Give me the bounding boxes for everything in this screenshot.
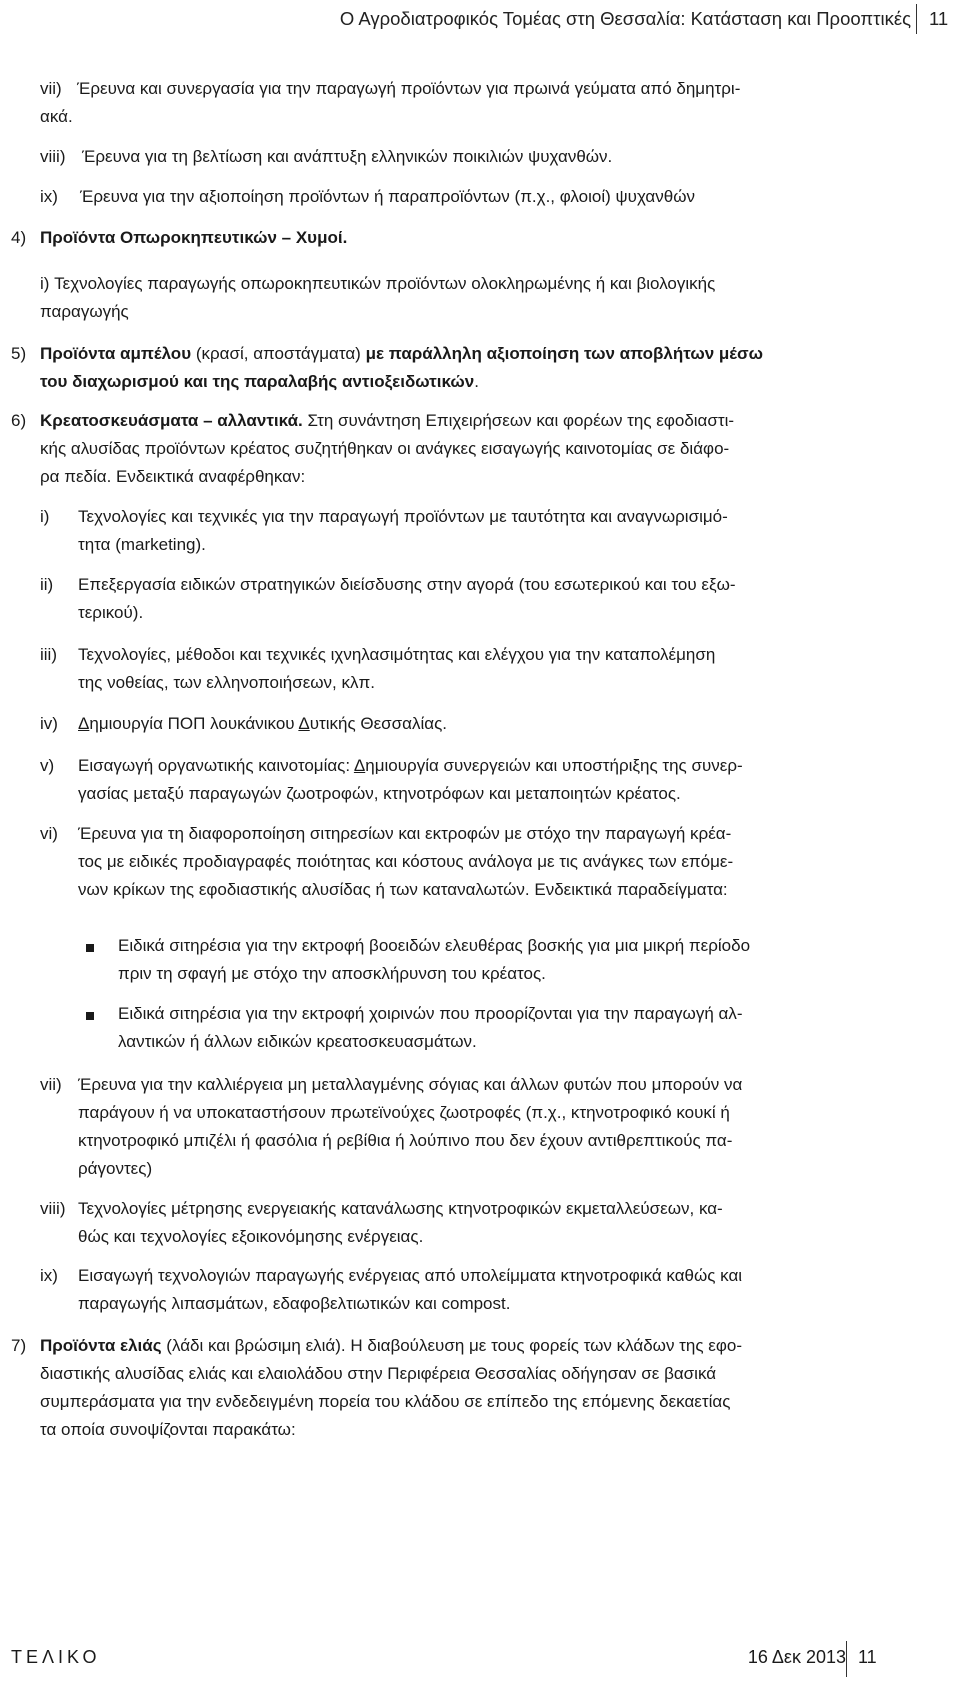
text: .	[474, 372, 479, 391]
list-label: vi)	[40, 824, 58, 843]
section-heading: Προϊόντα ελιάς	[40, 1336, 162, 1355]
line: Τεχνολογίες, μέθοδοι και τεχνικές ιχνηλασιμότητας και ελέγχου για την καταπολέμηση	[78, 645, 716, 664]
text: Εισαγωγή οργανωτικής καινοτομίας:	[78, 756, 354, 775]
line: συμπεράσματα για την ενδεδειγμένη πορεία του κλάδου σε επίπεδο της επόμενης δεκαετίας	[40, 1392, 731, 1411]
section-number: 4)	[11, 228, 27, 247]
line: τα οποία συνοψίζονται παρακάτω:	[40, 1420, 296, 1439]
line: Έρευνα για τη βελτίωση και ανάπτυξη ελληνικών ποικιλιών ψυχανθών.	[82, 147, 613, 166]
section-6-item-iv	[78, 710, 920, 738]
list-label: vii)	[40, 1075, 62, 1094]
line: γασίας μεταξύ παραγωγών ζωοτροφών, κτηνοτρόφων και μεταποιητών κρέατος.	[78, 784, 681, 803]
underlined-letter: Δ	[78, 714, 90, 733]
section-4	[40, 224, 920, 252]
underlined-letter: Δ	[298, 714, 310, 733]
section-6-item-v	[78, 752, 920, 808]
list-label: iii)	[40, 645, 57, 664]
line: Εισαγωγή τεχνολογιών παραγωγής ενέργειας από υπολείμματα κτηνοτροφικά καθώς και	[78, 1266, 743, 1285]
list-label: ix)	[40, 187, 58, 206]
list-label: viii)	[40, 1199, 66, 1218]
section-heading: Προϊόντα Οπωροκηπευτικών – Χυμοί.	[40, 228, 348, 247]
line: Έρευνα για την καλλιέργεια μη μεταλλαγμένης σόγιας και άλλων φυτών που μπορούν να	[78, 1075, 743, 1094]
line: παραγωγής	[40, 302, 129, 321]
line: νων κρίκων της εφοδιαστικής αλυσίδας ή των καταναλωτών. Ενδεικτικά παραδείγματα:	[78, 880, 728, 899]
list-label: i)	[40, 507, 50, 526]
list-label: iv)	[40, 714, 58, 733]
section-heading: Κρεατοσκευάσματα – αλλαντικά.	[40, 411, 303, 430]
section-4-item-i	[40, 270, 920, 326]
list-label: v)	[40, 756, 55, 775]
section-6-item-ix	[78, 1262, 920, 1318]
line: παραγωγής λιπασμάτων, εδαφοβελτιωτικών και compost.	[78, 1294, 511, 1313]
section-number: 7)	[11, 1336, 27, 1355]
line: τερικού).	[78, 603, 144, 622]
section-number: 6)	[11, 411, 27, 430]
section-6-item-iii	[78, 641, 920, 697]
line: ακά.	[40, 107, 73, 126]
line: Ειδικά σιτηρέσια για την εκτροφή χοιρινών που προορίζονται για την παραγωγή αλ-	[118, 1004, 743, 1023]
line: Επεξεργασία ειδικών στρατηγικών διείσδυσης στην αγορά (του εσωτερικού και του εξω-	[78, 575, 736, 594]
line: Ειδικά σιτηρέσια για την εκτροφή βοοειδών ελευθέρας βοσκής για μια μικρή περίοδο	[118, 936, 751, 955]
footer-divider	[846, 1641, 847, 1677]
square-bullet-icon	[86, 1012, 94, 1020]
header-title: Ο Αγροδιατροφικός Τομέας στη Θεσσαλία: Κατάσταση και Προοπτικές	[339, 8, 911, 29]
bold-text: Προϊόντα αμπέλου	[40, 344, 192, 363]
line: κτηνοτροφικό μπιζέλι ή φασόλια ή ρεβίθια ή λούπινο που δεν έχουν αντιθρεπτικούς πα-	[78, 1131, 733, 1150]
square-bullet-icon	[86, 944, 94, 952]
text: ημιουργία ΠΟΠ λουκάνικου	[89, 714, 299, 733]
header-divider	[916, 4, 917, 34]
section-6-item-i	[78, 503, 920, 559]
bold-text: του διαχωρισμού και της παραλαβής αντιοξειδωτικών	[40, 372, 475, 391]
running-header	[0, 4, 960, 34]
bold-text: με παράλληλη αξιοποίηση των αποβλήτων μέσω	[365, 344, 763, 363]
text: (κρασί, αποστάγματα)	[191, 344, 366, 363]
text: (λάδι και βρώσιμη ελιά). Η διαβούλευση με τους φορείς των κλάδων της εφο-	[161, 1336, 742, 1355]
line: τος με ειδικές προδιαγραφές ποιότητας και κόστους ανάλογα με τις ανάγκες των επόμε-	[78, 852, 734, 871]
section-6	[40, 407, 920, 491]
footer-label: ΤΕΛΙΚΟ	[11, 1647, 101, 1667]
line: i) Τεχνολογίες παραγωγής οπωροκηπευτικών προϊόντων ολοκληρωμένης ή και βιολογικής	[40, 274, 716, 293]
bullet-item	[118, 932, 920, 988]
bullet-item	[118, 1000, 920, 1056]
section-6-item-vi	[78, 820, 920, 904]
line: λαντικών ή άλλων ειδικών κρεατοσκευασμάτων.	[118, 1032, 477, 1051]
list-label: ii)	[40, 575, 54, 594]
footer-page-number: 11	[858, 1647, 877, 1667]
line: παράγουν ή να υποκαταστήσουν πρωτεϊνούχες ζωοτροφές (π.χ., κτηνοτροφικό κουκί ή	[78, 1103, 730, 1122]
list-item-viii-top	[82, 143, 920, 171]
section-number: 5)	[11, 344, 27, 363]
line: τητα (marketing).	[78, 535, 206, 554]
section-6-item-ii	[78, 571, 920, 627]
list-item-ix-top	[80, 183, 920, 211]
line: κής αλυσίδας προϊόντων κρέατος συζητήθηκαν οι ανάγκες εισαγωγής καινοτομίας σε διάφο-	[40, 439, 730, 458]
line: πριν τη σφαγή με στόχο την αποσκλήρυνση του κρέατος.	[118, 964, 546, 983]
footer-date: 16 Δεκ 2013	[747, 1647, 846, 1667]
line: Τεχνολογίες μέτρησης ενεργειακής κατανάλωσης κτηνοτροφικών εκμεταλλεύσεων, κα-	[78, 1199, 723, 1218]
list-label: vii)	[40, 79, 62, 98]
line: της νοθείας, των ελληνοποιήσεων, κλπ.	[78, 673, 375, 692]
section-6-item-vii	[78, 1071, 920, 1183]
line: διαστικής αλυσίδας ελιάς και ελαιολάδου στην Περιφέρεια Θεσσαλίας οδήγησαν σε βασικά	[40, 1364, 717, 1383]
line: ράγοντες)	[78, 1159, 153, 1178]
list-label: ix)	[40, 1266, 58, 1285]
section-5	[40, 340, 920, 396]
section-7	[40, 1332, 920, 1444]
text: ημιουργία συνεργειών και υποστήριξης της συνερ-	[365, 756, 743, 775]
header-page-number: 11	[929, 8, 949, 29]
text: Στη συνάντηση Επιχειρήσεων και φορέων της εφοδιαστι-	[302, 411, 735, 430]
line: Έρευνα και συνεργασία για την παραγωγή προϊόντων για πρωινά γεύματα από δημητρι-	[77, 79, 741, 98]
line: Έρευνα για τη διαφοροποίηση σιτηρεσίων και εκτροφών με στόχο την παραγωγή κρέα-	[78, 824, 732, 843]
line: ρα πεδία. Ενδεικτικά αναφέρθηκαν:	[40, 467, 306, 486]
line: Έρευνα για την αξιοποίηση προϊόντων ή παραπροϊόντων (π.χ., φλοιοί) ψυχανθών	[80, 187, 695, 206]
section-6-item-viii	[78, 1195, 920, 1251]
line: Τεχνολογίες και τεχνικές για την παραγωγή προϊόντων με ταυτότητα και αναγνωρισιμό-	[78, 507, 728, 526]
underlined-letter: Δ	[353, 756, 366, 775]
line: θώς και τεχνολογίες εξοικονόμησης ενέργειας.	[78, 1227, 424, 1246]
list-label: viii)	[40, 147, 66, 166]
text: υτικής Θεσσαλίας.	[309, 714, 448, 733]
